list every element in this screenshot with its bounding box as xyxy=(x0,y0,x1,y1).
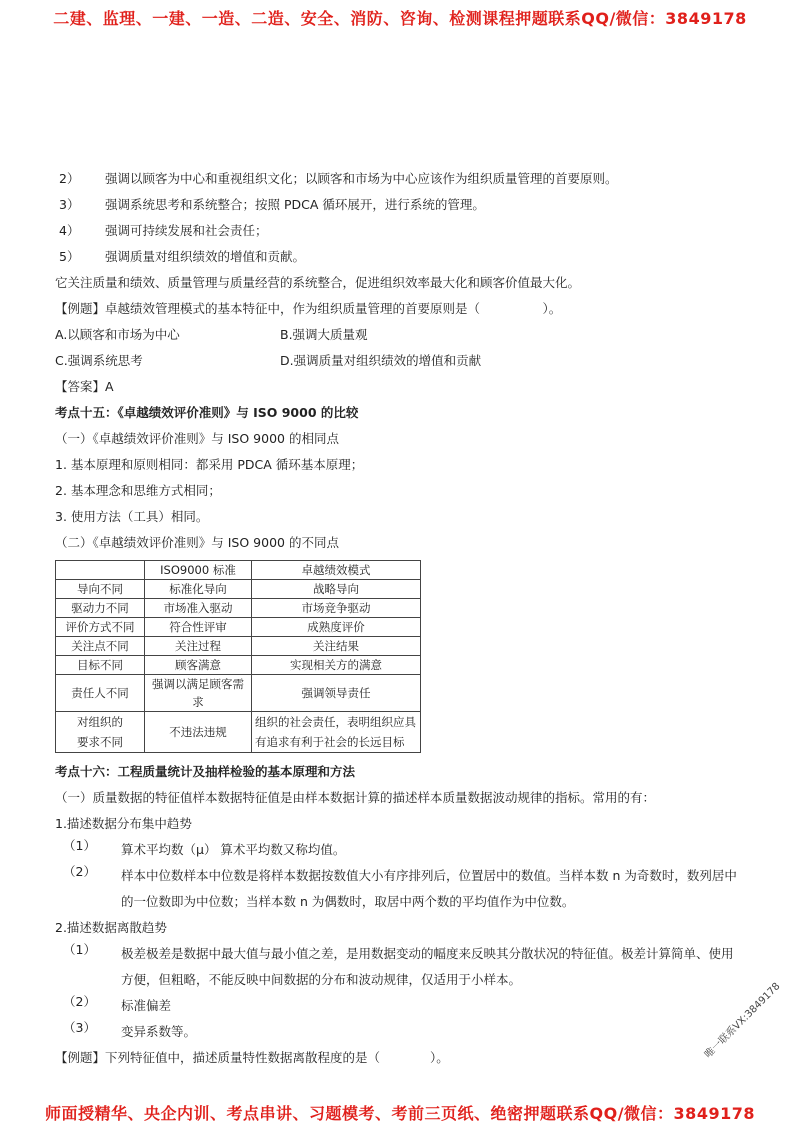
cell-line: 要求不同 xyxy=(77,735,123,749)
table-cell: 导向不同 xyxy=(56,580,145,599)
list-item xyxy=(55,1019,745,1045)
options-row xyxy=(55,348,745,374)
table-row xyxy=(56,599,421,618)
options-row xyxy=(55,322,745,348)
list-item xyxy=(55,863,745,915)
item-number: （3） xyxy=(63,1020,96,1035)
option-b: B.强调大质量观 xyxy=(280,327,368,342)
table-cell: 市场竞争驱动 xyxy=(252,599,421,618)
table-cell: 标准化导向 xyxy=(145,580,252,599)
option-a: A.以顾客和市场为中心 xyxy=(55,327,180,342)
list-item xyxy=(55,993,745,1019)
table-row xyxy=(56,656,421,675)
example-question: 【例题】卓越绩效管理模式的基本特征中，作为组织质量管理的首要原则是（ ）。 xyxy=(55,301,562,316)
table-cell: 关注点不同 xyxy=(56,637,145,656)
section-15-title: 考点十五：《卓越绩效评价准则》与 ISO 9000 的比较 xyxy=(55,405,359,420)
table-row xyxy=(56,712,421,753)
document-body xyxy=(55,166,745,1071)
item-number: （2） xyxy=(63,864,96,879)
item-text: 标准偏差 xyxy=(121,998,172,1013)
table-header-cell xyxy=(56,561,145,580)
section-16-intro: （一）质量数据的特征值样本数据特征值是由样本数据计算的描述样本质量数据波动规律的指标。常用的有： xyxy=(55,790,656,805)
option-c: C.强调系统思考 xyxy=(55,353,143,368)
principle-number: 3） xyxy=(59,197,80,212)
table-row xyxy=(56,618,421,637)
option-d: D.强调质量对组织绩效的增值和贡献 xyxy=(280,353,482,368)
example-answer: 【答案】A xyxy=(55,379,114,394)
top-banner: 二建、监理、一建、一造、二造、安全、消防、咨询、检测课程押题联系QQ/微信：3849178 xyxy=(53,9,747,28)
table-cell: 驱动力不同 xyxy=(56,599,145,618)
principle-text: 强调可持续发展和社会责任； xyxy=(105,223,268,238)
principle-item xyxy=(55,244,745,270)
bottom-banner: 师面授精华、央企内训、考点串讲、习题模考、考前三页纸、绝密押题联系QQ/微信：3849178 xyxy=(45,1104,755,1123)
table-cell: 不违法违规 xyxy=(145,712,252,753)
table-cell: 成熟度评价 xyxy=(252,618,421,637)
table-cell: 符合性评审 xyxy=(145,618,252,637)
cell-line: 对组织的 xyxy=(77,715,123,729)
item-number: （1） xyxy=(63,838,96,853)
central-tendency-title: 1.描述数据分布集中趋势 xyxy=(55,816,192,831)
principle-text: 强调质量对组织绩效的增值和贡献。 xyxy=(105,249,306,264)
table-cell: 评价方式不同 xyxy=(56,618,145,637)
similarity-item: 2. 基本理念和思维方式相同； xyxy=(55,483,221,498)
similarity-item: 1. 基本原理和原则相同：都采用 PDCA 循环基本原理； xyxy=(55,457,364,472)
table-header-cell: 卓越绩效模式 xyxy=(252,561,421,580)
item-text: 变异系数等。 xyxy=(121,1024,197,1039)
table-cell: 强调领导责任 xyxy=(252,675,421,712)
dispersion-title: 2.描述数据离散趋势 xyxy=(55,920,167,935)
table-row xyxy=(56,637,421,656)
table-cell: 关注结果 xyxy=(252,637,421,656)
cell-line: 有追求有利于社会的长远目标 xyxy=(255,735,405,749)
principle-number: 2） xyxy=(59,171,80,186)
principle-number: 4） xyxy=(59,223,80,238)
principle-item xyxy=(55,192,745,218)
table-cell: 强调以满足顾客需求 xyxy=(145,675,252,712)
item-text: 样本中位数样本中位数是将样本数据按数值大小有序排列后，位置居中的数值。当样本数 n 为奇数时，数列居中的一位数即为中位数；当样本数 n 为偶数时，取居中两个数的平均值作为中位数。 xyxy=(121,868,737,909)
item-text: 算术平均数（μ） 算术平均数又称均值。 xyxy=(121,842,346,857)
principle-text: 强调以顾客为中心和重视组织文化；以顾客和市场为中心应该作为组织质量管理的首要原则。 xyxy=(105,171,618,186)
similarity-item: 3. 使用方法（工具）相同。 xyxy=(55,509,209,524)
table-cell: 实现相关方的满意 xyxy=(252,656,421,675)
comparison-table xyxy=(55,560,421,753)
table-row xyxy=(56,675,421,712)
principle-item xyxy=(55,166,745,192)
list-item xyxy=(55,941,745,993)
summary-text: 它关注质量和绩效、质量管理与质量经营的系统整合，促进组织效率最大化和顾客价值最大化。 xyxy=(55,275,581,290)
list-item xyxy=(55,837,745,863)
table-cell xyxy=(56,712,145,753)
principle-number: 5） xyxy=(59,249,80,264)
cell-line: 组织的社会责任，表明组织应具 xyxy=(255,715,416,729)
side-watermark: 唯一联系VX:3849178 xyxy=(702,980,783,1061)
item-number: （2） xyxy=(63,994,96,1009)
table-header-row xyxy=(56,561,421,580)
principle-item xyxy=(55,218,745,244)
table-cell: 战略导向 xyxy=(252,580,421,599)
section-15-sub1: （一）《卓越绩效评价准则》与 ISO 9000 的相同点 xyxy=(55,431,339,446)
example-question: 【例题】下列特征值中，描述质量特性数据离散程度的是（ ）。 xyxy=(55,1050,449,1065)
table-cell: 市场准入驱动 xyxy=(145,599,252,618)
table-row xyxy=(56,580,421,599)
section-15-sub2: （二）《卓越绩效评价准则》与 ISO 9000 的不同点 xyxy=(55,535,339,550)
table-cell: 目标不同 xyxy=(56,656,145,675)
table-cell xyxy=(252,712,421,753)
table-cell: 关注过程 xyxy=(145,637,252,656)
item-text: 极差极差是数据中最大值与最小值之差，是用数据变动的幅度来反映其分散状况的特征值。极差计算简单、使用方便，但粗略，不能反映中间数据的分布和波动规律，仅适用于小样本。 xyxy=(121,946,734,987)
item-number: （1） xyxy=(63,942,96,957)
table-header-cell: ISO9000 标准 xyxy=(145,561,252,580)
table-cell: 顾客满意 xyxy=(145,656,252,675)
section-16-title: 考点十六：工程质量统计及抽样检验的基本原理和方法 xyxy=(55,764,356,779)
principle-text: 强调系统思考和系统整合；按照 PDCA 循环展开，进行系统的管理。 xyxy=(105,197,485,212)
table-cell: 责任人不同 xyxy=(56,675,145,712)
